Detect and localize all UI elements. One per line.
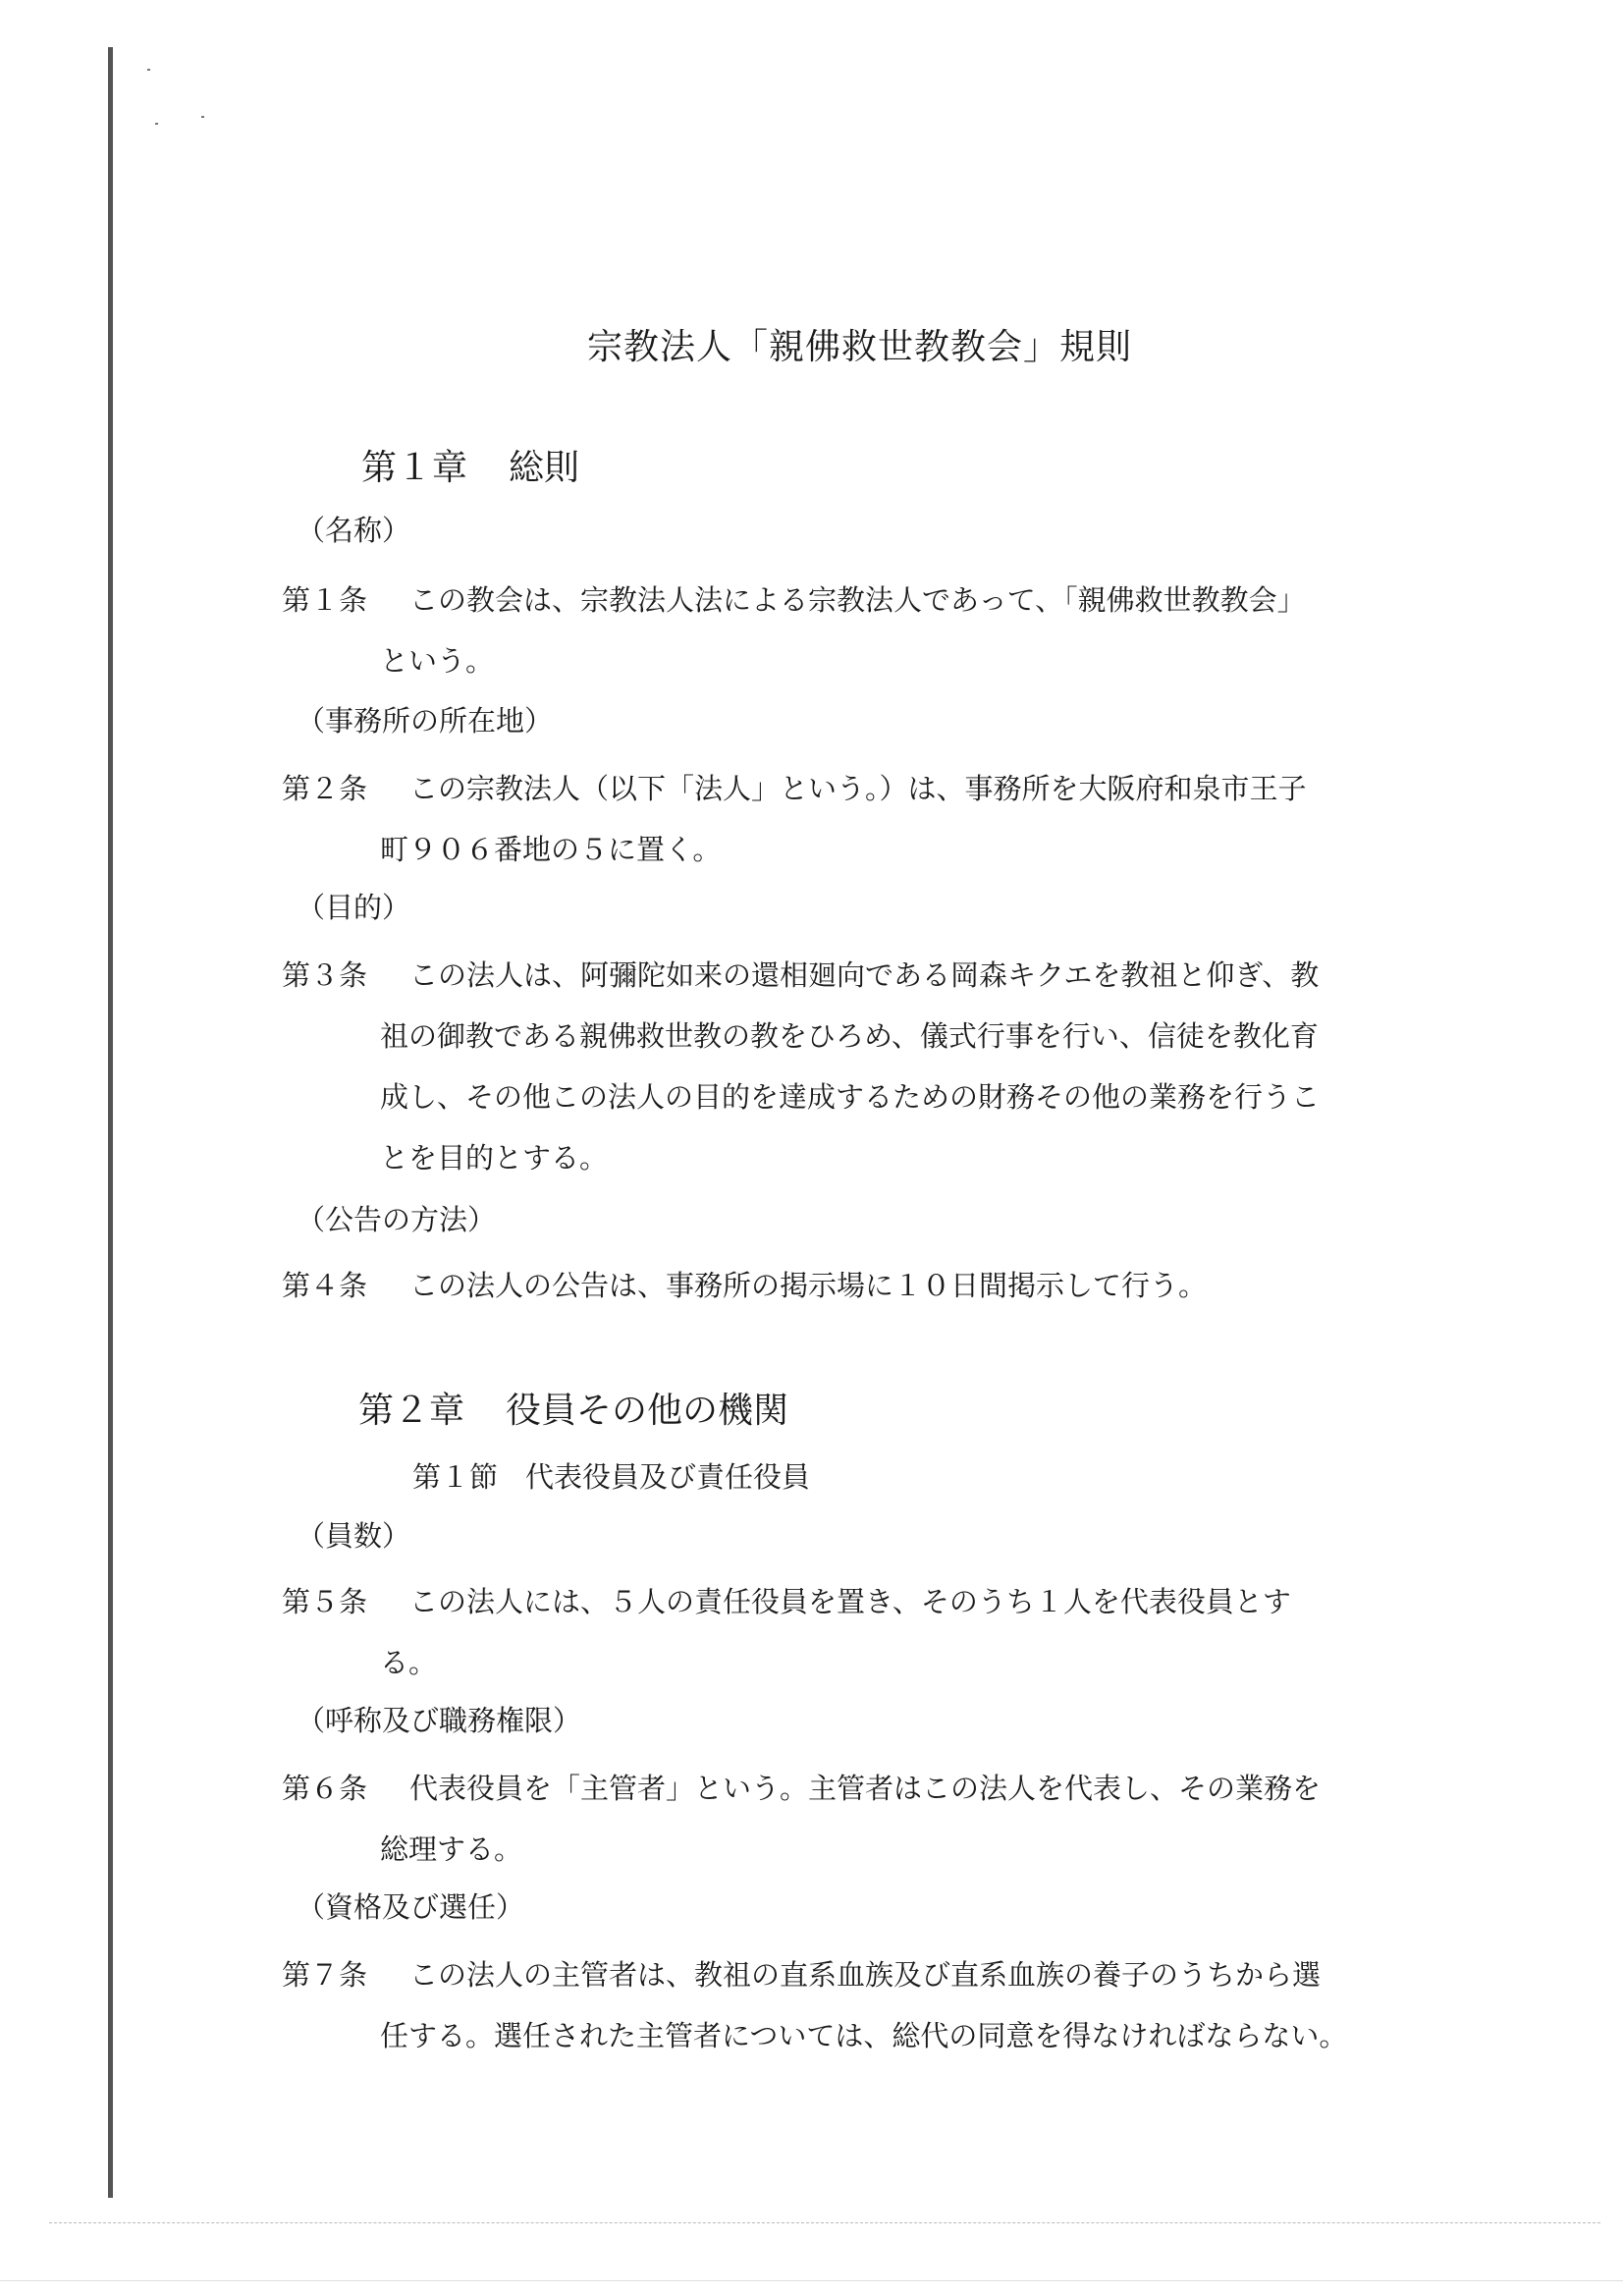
article-3-heading: （目的） — [297, 891, 411, 924]
article-5-line-1: この法人には、５人の責任役員を置き、そのうち１人を代表役員とす — [409, 1585, 1291, 1618]
document-title: 宗教法人「親佛救世教教会」規則 — [587, 327, 1133, 367]
scan-speck — [155, 123, 158, 125]
binding-edge-line — [108, 47, 113, 2198]
article-6 — [282, 1758, 1460, 1880]
article-4-number: 第４条 — [282, 1269, 368, 1302]
page-footer-rule — [49, 2222, 1600, 2223]
chapter-1-heading — [361, 440, 579, 490]
article-6-number: 第６条 — [282, 1772, 368, 1805]
article-3-number: 第３条 — [282, 958, 368, 992]
article-1-heading: （名称） — [297, 514, 411, 547]
article-1-line-2: という。 — [380, 644, 495, 678]
article-2-line-1: この宗教法人（以下「法人」という。）は、事務所を大阪府和泉市王子 — [409, 772, 1307, 805]
article-3-line-4: とを目的とする。 — [380, 1141, 609, 1175]
article-4 — [282, 1255, 1460, 1316]
section-1-number: 第１節 — [412, 1460, 499, 1494]
chapter-1-name: 総則 — [509, 448, 580, 488]
chapter-2-name: 役員その他の機関 — [506, 1391, 789, 1431]
article-3-line-3: 成し、その他この法人の目的を達成するための財務その他の業務を行うこ — [380, 1080, 1321, 1114]
article-5 — [282, 1571, 1460, 1693]
article-7-line-2: 任する。選任された主管者については、総代の同意を得なければならない。 — [380, 2019, 1348, 2052]
article-7-heading: （資格及び選任） — [297, 1890, 525, 1924]
chapter-1-number: 第１章 — [361, 448, 468, 488]
article-2-number: 第２条 — [282, 772, 368, 805]
page-bottom-edge — [0, 2280, 1623, 2281]
chapter-2-number: 第２章 — [358, 1391, 465, 1431]
article-2-line-2: 町９０６番地の５に置く。 — [380, 833, 722, 866]
article-4-heading: （公告の方法） — [297, 1203, 497, 1236]
article-6-line-2: 総理する。 — [380, 1832, 523, 1866]
section-1-heading — [412, 1455, 810, 1496]
scan-speck — [201, 116, 204, 118]
article-1 — [282, 570, 1460, 691]
article-5-number: 第５条 — [282, 1585, 368, 1618]
section-1-name: 代表役員及び責任役員 — [525, 1460, 811, 1494]
scan-speck — [147, 69, 150, 71]
article-5-heading: （員数） — [297, 1519, 411, 1553]
article-1-number: 第１条 — [282, 583, 368, 617]
article-7 — [282, 1944, 1460, 2066]
chapter-2-heading — [358, 1383, 788, 1433]
article-5-line-2: る。 — [380, 1646, 438, 1679]
article-3 — [282, 945, 1460, 1188]
article-6-line-1: 代表役員を「主管者」という。主管者はこの法人を代表し、その業務を — [409, 1772, 1322, 1805]
article-2 — [282, 758, 1460, 880]
article-7-line-1: この法人の主管者は、教祖の直系血族及び直系血族の養子のうちから選 — [409, 1958, 1322, 1992]
article-1-line-1: この教会は、宗教法人法による宗教法人であって、「親佛救世教教会」 — [409, 583, 1306, 617]
article-3-line-1: この法人は、阿彌陀如来の還相廻向である岡森キクエを教祖と仰ぎ、教 — [409, 958, 1320, 992]
article-3-line-2: 祖の御教である親佛救世教の教をひろめ、儀式行事を行い、信徒を教化育 — [380, 1019, 1319, 1053]
article-6-heading: （呼称及び職務権限） — [297, 1704, 582, 1737]
article-4-line-1: この法人の公告は、事務所の掲示場に１０日間掲示して行う。 — [409, 1269, 1208, 1302]
article-7-number: 第７条 — [282, 1958, 368, 1992]
article-2-heading: （事務所の所在地） — [297, 704, 554, 738]
